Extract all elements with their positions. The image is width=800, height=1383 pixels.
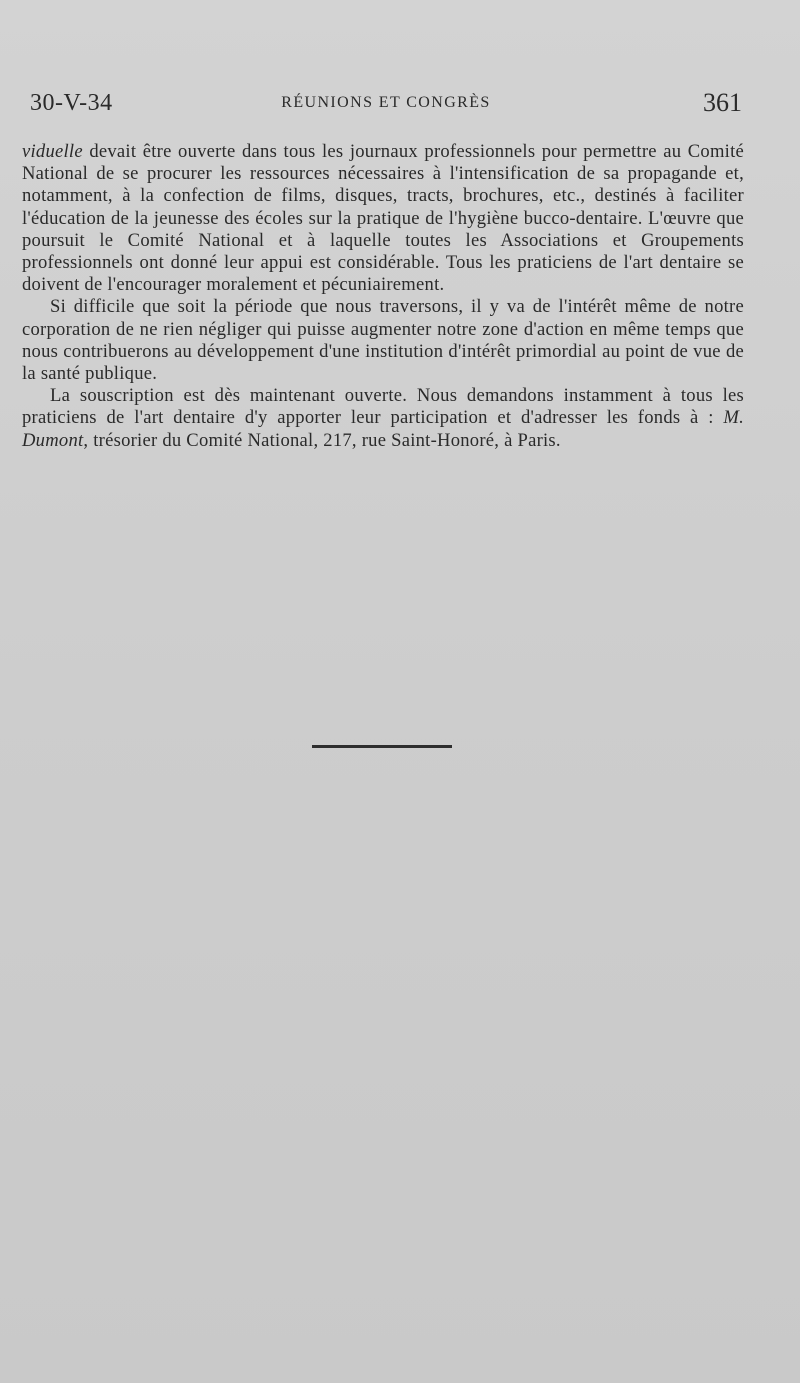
paragraph-2 (22, 296, 744, 385)
treasurer-name: M. Dumont (22, 407, 744, 451)
header-title: RÉUNIONS ET CONGRÈS (281, 94, 491, 111)
paragraph-3 (22, 385, 744, 452)
section-rule (312, 745, 452, 748)
header-date: 30-V-34 (30, 90, 113, 116)
paragraph-3-text-after: , trésorier du Comité National, 217, rue Saint-Honoré, à Paris. (83, 429, 561, 451)
paragraph-3-text-before: La souscription est dès maintenant ouverte. Nous demandons instamment à tous les praticiens de l'art dentaire d'y apporter leur participation et d'adresser les fonds à : (22, 385, 744, 429)
paragraph-1-text: devait être ouverte dans tous les journaux professionnels pour permettre au Comité National de se procurer les ressources nécessaires à l'intensification de sa propagande et, notamment, à la confection de films, disques, tracts, brochures, etc., destinés à faciliter l'éducation de la jeunesse des écoles sur la pratique de l'hygiène bucco-dentaire. L'œuvre que poursuit le Comité National et à laquelle toutes les Associations et Groupements professionnels ont donné leur appui est considérable. Tous les praticiens de l'art dentaire se doivent de l'encourager moralement et pécuniairement. (22, 141, 744, 296)
page-number: 361 (703, 88, 742, 117)
body-text (22, 141, 744, 452)
paragraph-2-text: Si difficile que soit la période que nous traversons, il y va de l'intérêt même de notre corporation de ne rien négliger qui puisse augmenter notre zone d'action en même temps que nous contribuerons au développement d'une institution d'intérêt primordial au point de vue de la santé publique. (22, 296, 744, 385)
paragraph-1 (22, 141, 744, 296)
running-head (30, 86, 742, 126)
paragraph-1-italic: viduelle (22, 141, 83, 162)
